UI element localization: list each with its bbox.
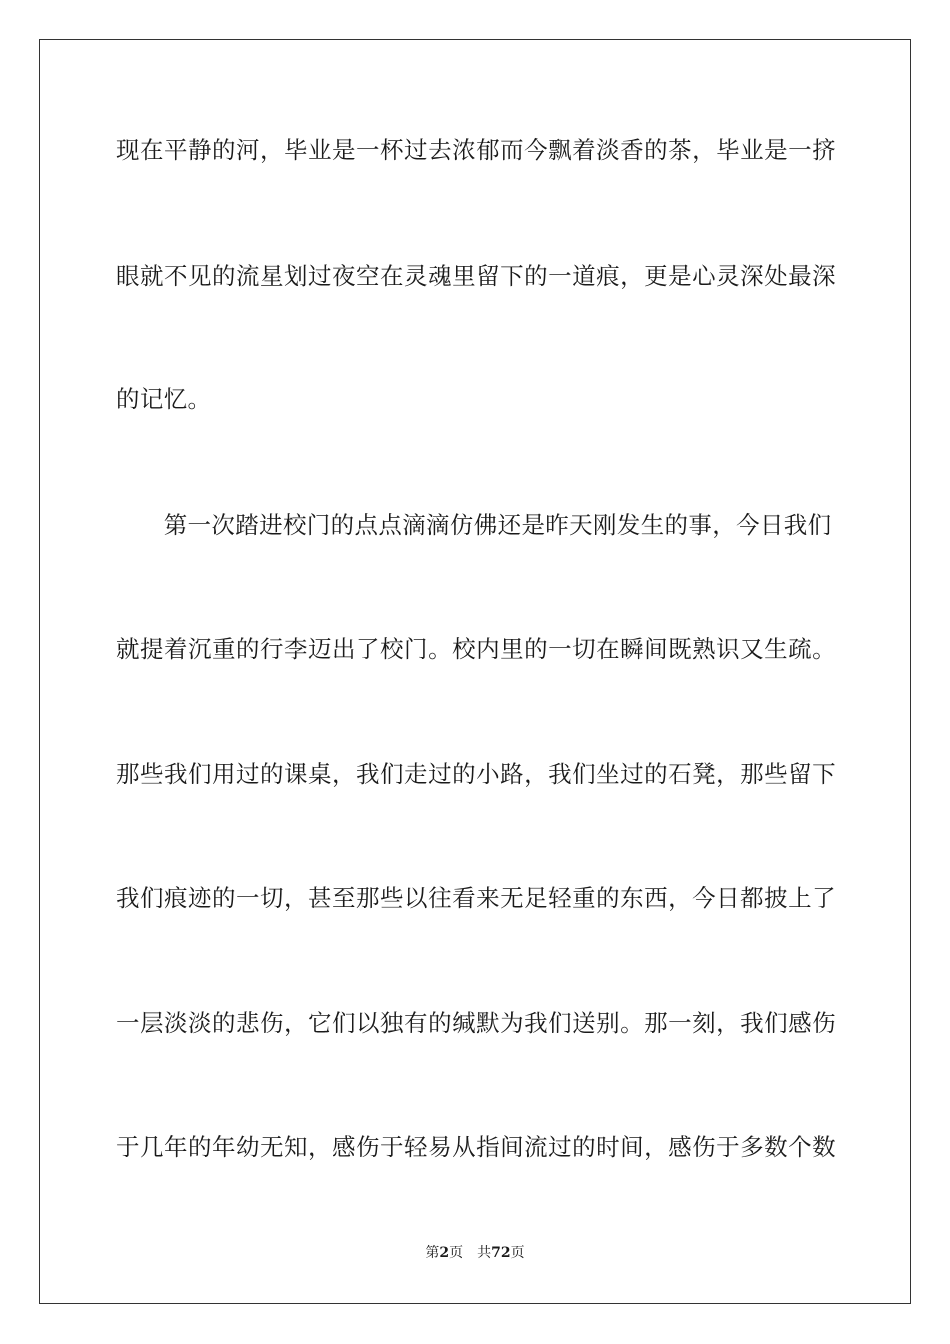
total-pages: 72 <box>491 1245 511 1261</box>
body-text-line-5: 就提着沉重的行李迈出了校门。校内里的一切在瞬间既熟识又生疏。 <box>116 635 836 663</box>
body-text-line-3: 的记忆。 <box>116 385 212 413</box>
body-text-line-7: 我们痕迹的一切，甚至那些以往看来无足轻重的东西，今日都披上了 <box>116 884 836 912</box>
body-text-line-4: 第一次踏进校门的点点滴滴仿佛还是昨天刚发生的事，今日我们 <box>116 511 832 539</box>
page-prefix: 第 <box>425 1245 440 1261</box>
body-text-line-1: 现在平静的河，毕业是一杯过去浓郁而今飘着淡香的茶，毕业是一挤 <box>116 136 836 164</box>
body-text-line-2: 眼就不见的流星划过夜空在灵魂里留下的一道痕，更是心灵深处最深 <box>116 262 836 290</box>
body-text-line-9: 于几年的年幼无知，感伤于轻易从指间流过的时间，感伤于多数个数 <box>116 1133 836 1161</box>
page-footer <box>0 1243 950 1263</box>
page-suffix: 页 <box>449 1245 464 1261</box>
total-prefix: 共 <box>477 1245 492 1261</box>
body-text-line-6: 那些我们用过的课桌，我们走过的小路，我们坐过的石凳，那些留下 <box>116 760 836 788</box>
page-border <box>39 39 911 1304</box>
page-number: 2 <box>439 1245 450 1261</box>
body-text-line-8: 一层淡淡的悲伤，它们以独有的缄默为我们送别。那一刻，我们感伤 <box>116 1009 836 1037</box>
total-suffix: 页 <box>510 1245 525 1261</box>
